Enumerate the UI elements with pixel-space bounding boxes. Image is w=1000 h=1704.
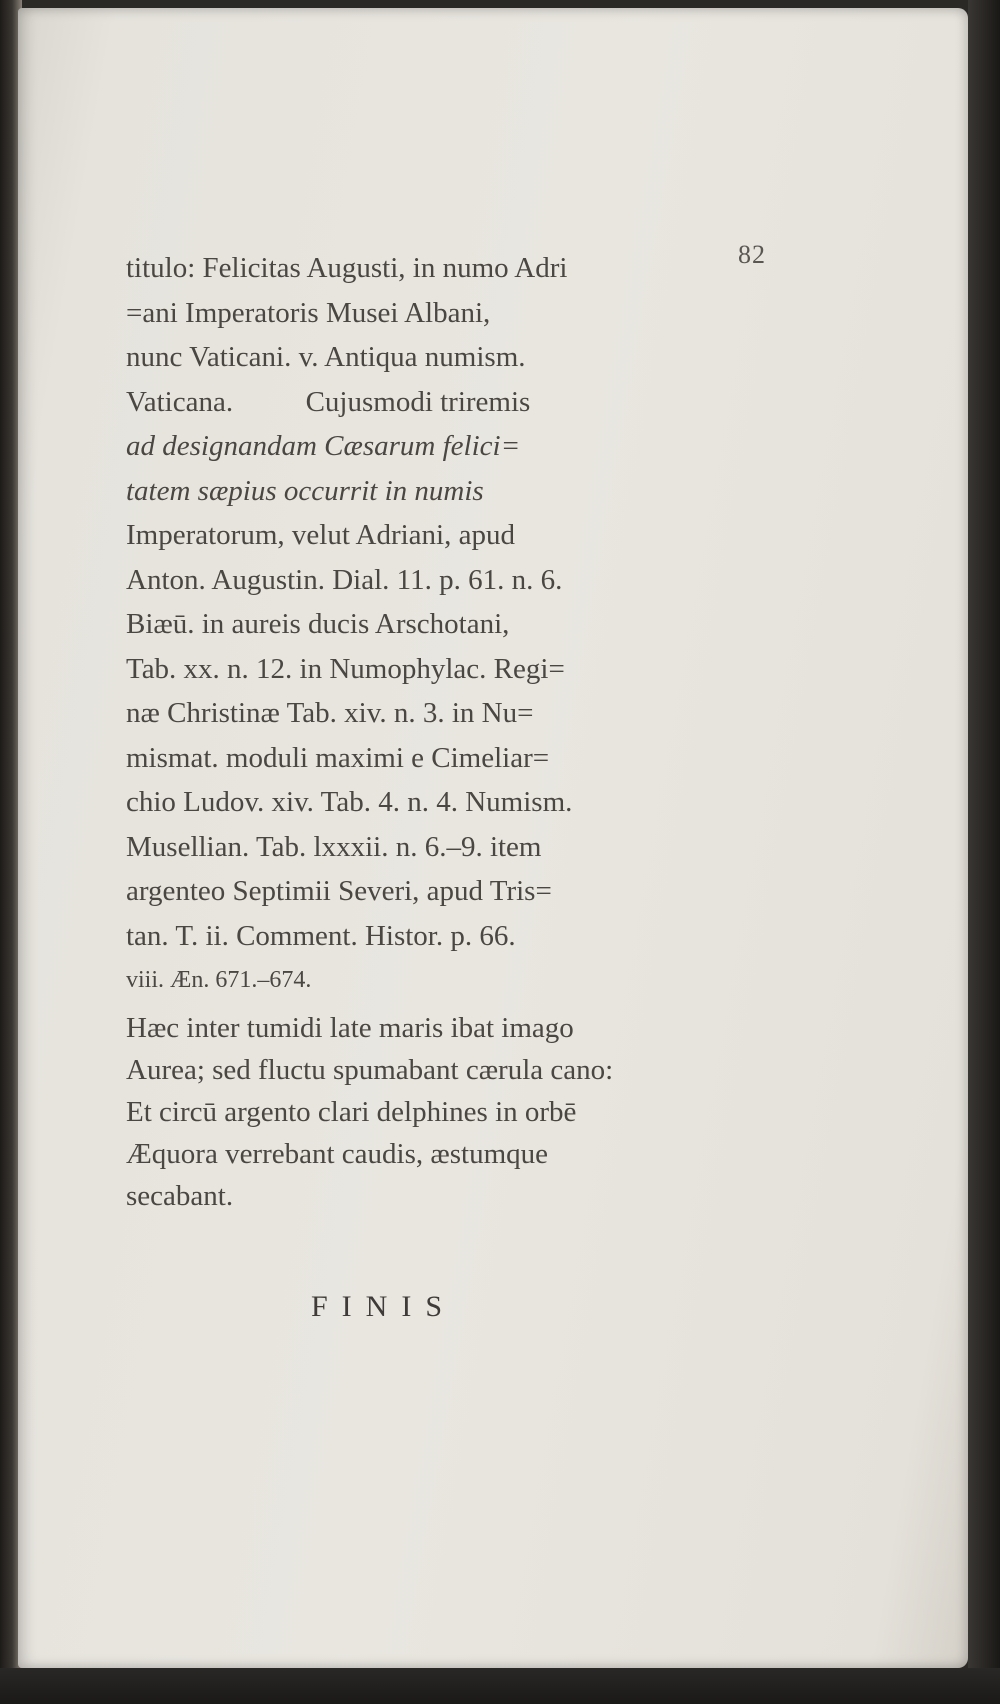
text-line: Vaticana. Cujusmodi triremis	[126, 385, 531, 418]
text-line: ad designandam Cæsarum felici=	[126, 430, 521, 462]
body-text	[126, 246, 736, 1217]
text-line: chio Ludov. xiv. Tab. 4. n. 4. Numism.	[126, 786, 573, 818]
text-line: næ Christinæ Tab. xiv. n. 3. in Nu=	[126, 697, 534, 729]
finis-heading: FINIS	[311, 1290, 457, 1323]
text-line: argenteo Septimii Severi, apud Tris=	[126, 875, 552, 907]
verse-line: Et circū argento clari delphines in orbē	[126, 1095, 577, 1128]
text-line: viii. Æn. 671.–674.	[126, 967, 312, 993]
right-page-edge	[968, 0, 1000, 1704]
verse-quotation	[126, 1007, 736, 1217]
verse-line: Aurea; sed fluctu spumabant cærula cano:	[126, 1053, 614, 1086]
text-line: Biæū. in aureis ducis Arschotani,	[126, 608, 510, 640]
bottom-shadow	[0, 1668, 1000, 1704]
text-line: nunc Vaticani. v. Antiqua numism.	[126, 341, 526, 373]
verse-line: secabant.	[126, 1179, 234, 1212]
text-line: tan. T. ii. Comment. Histor. p. 66.	[126, 919, 516, 952]
text-line: titulo: Felicitas Augusti, in numo Adri	[126, 252, 568, 284]
text-line: Tab. xx. n. 12. in Numophylac. Regi=	[126, 652, 565, 685]
text-line: =ani Imperatoris Musei Albani,	[126, 296, 491, 329]
text-line: Imperatorum, velut Adriani, apud	[126, 519, 515, 551]
verse-line: Æquora verrebant caudis, æstumque	[126, 1137, 549, 1170]
text-line: Musellian. Tab. lxxxii. n. 6.–9. item	[126, 830, 542, 863]
page-number: 82	[738, 240, 766, 269]
verse-line: Hæc inter tumidi late maris ibat imago	[126, 1011, 574, 1044]
text-line: Anton. Augustin. Dial. 11. p. 61. n. 6.	[126, 563, 563, 596]
text-line: mismat. moduli maximi e Cimeliar=	[126, 741, 550, 774]
text-line: tatem sæpius occurrit in numis	[126, 474, 484, 507]
